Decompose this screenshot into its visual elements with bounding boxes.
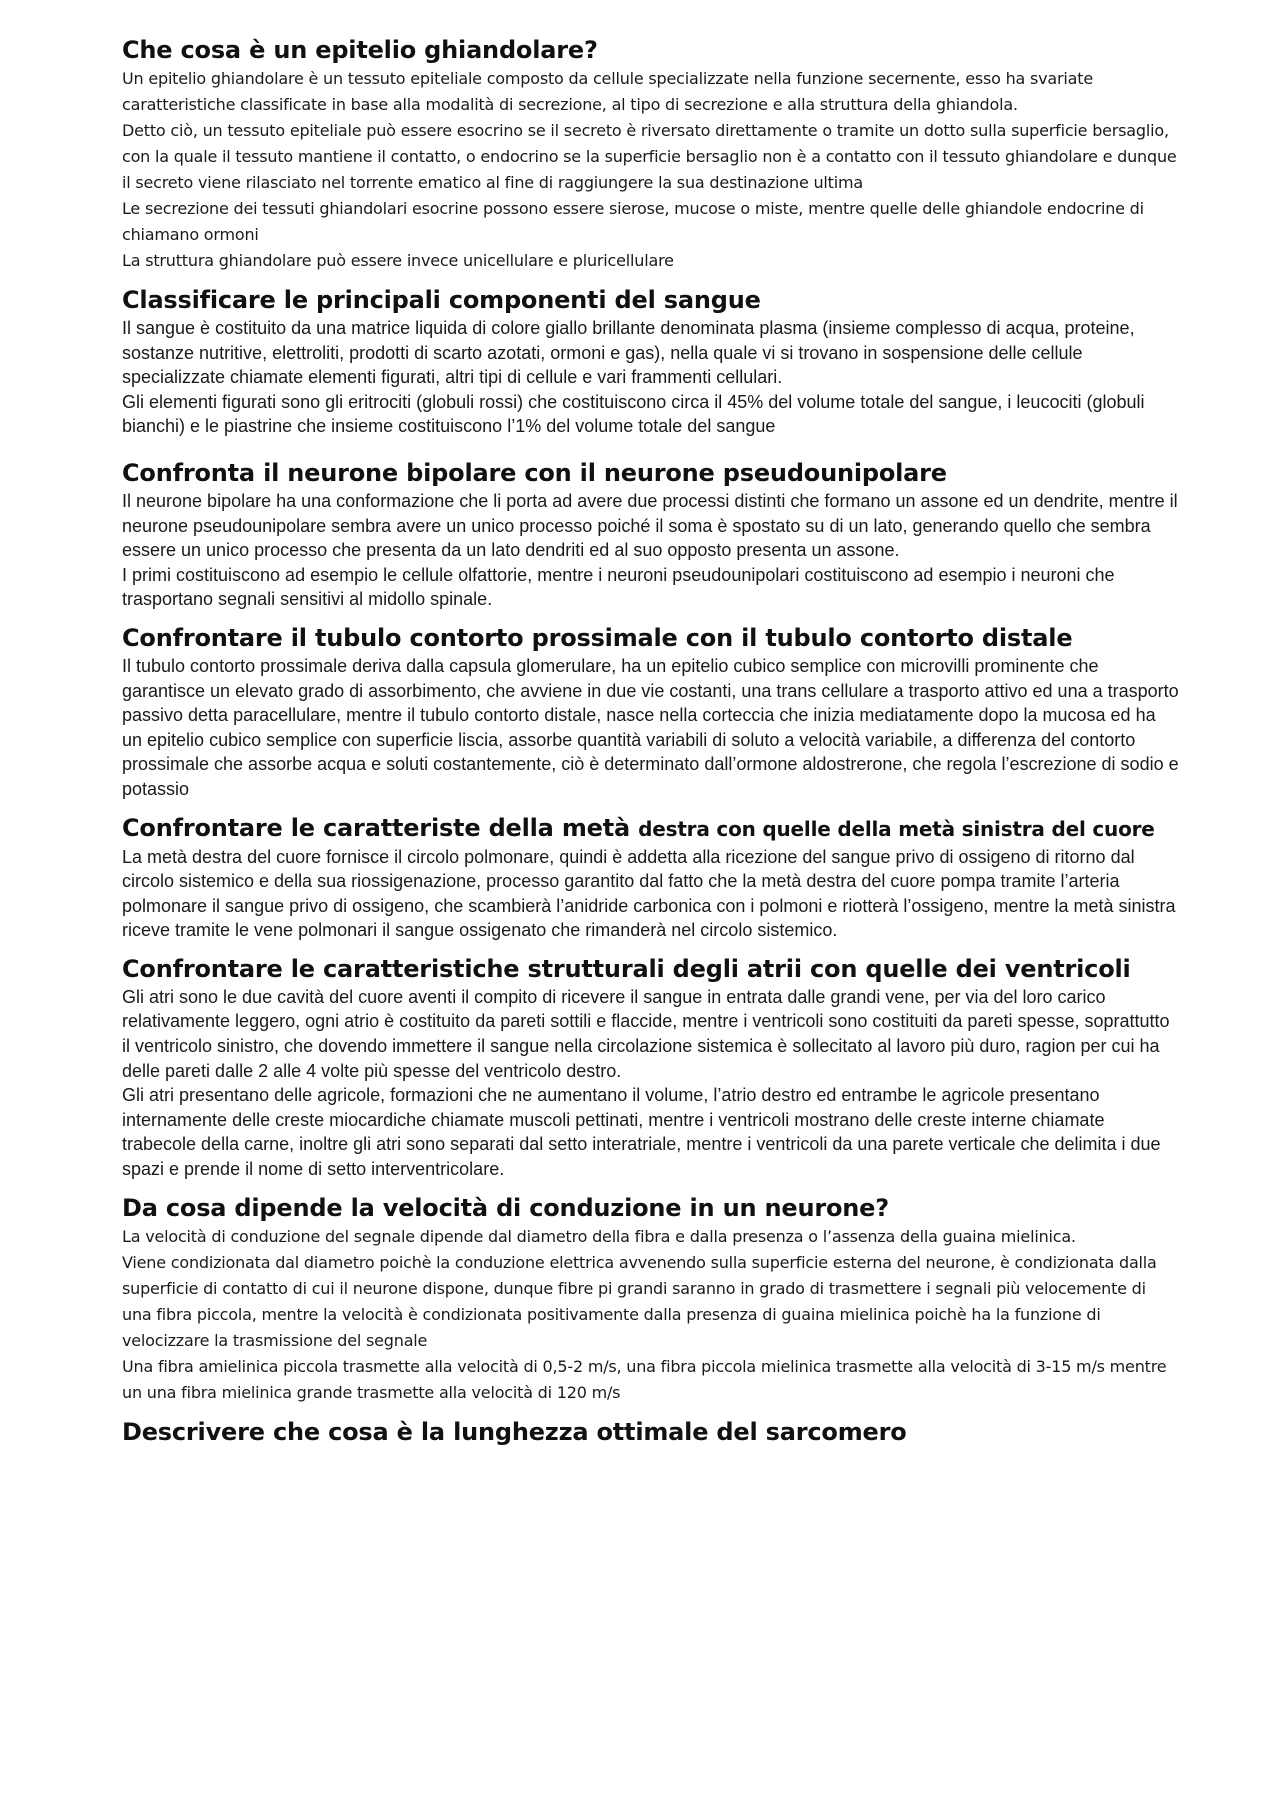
paragraph: Le secrezione dei tessuti ghiandolari esocrine possono essere sierose, mucose o miste, mentre quelle delle ghiandole endocrine di chiamano ormoni	[122, 199, 1144, 244]
section-epitelio-ghiandolare	[122, 34, 1180, 274]
paragraph: Una fibra amielinica piccola trasmette alla velocità di 0,5-2 m/s, una fibra piccola mielinica trasmette alla velocità di 3-15 m/s mentre un una fibra mielinica grande trasmette alla velocità di 120 m/s	[122, 1356, 1167, 1402]
paragraph: Gli elementi figurati sono gli eritrociti (globuli rossi) che costituiscono circa il 45% del volume totale del sangue, i leucociti (globuli bianchi) e le piastrine che insieme costituiscono l’1% del volume totale del sangue	[122, 391, 1145, 437]
section-sarcomero	[122, 1416, 1180, 1448]
section-heading: Da cosa dipende la velocità di conduzione in un neurone?	[122, 1193, 889, 1222]
section-heading: Classificare le principali componenti del sangue	[122, 286, 761, 314]
paragraph: Gli atri sono le due cavità del cuore aventi il compito di ricevere il sangue in entrata dalle grandi vene, per via del loro carico relativamente leggero, ogni atrio è costituito da pareti sottili e flaccide, mentre i ventricoli sono costituiti da pareti spesse, soprattutto il ventricolo sinistro, che dovendo immettere il sangue nella circolazione sistemica è sollecitato al lavoro più duro, ragion per cui ha delle pareti dalle 2 alle 4 volte più spesse del ventricolo destro.	[122, 986, 1170, 1081]
section-heading: Confrontare le caratteristiche strutturali degli atrii con quelle dei ventricoli	[122, 954, 1131, 983]
section-componenti-sangue	[122, 284, 1180, 439]
paragraph: I primi costituiscono ad esempio le cellule olfattorie, mentre i neuroni pseudounipolari costituiscono ad esempio i neuroni che trasportano segnali sensitivi al midollo spinale.	[122, 564, 1115, 610]
paragraph: La metà destra del cuore fornisce il circolo polmonare, quindi è addetta alla ricezione del sangue privo di ossigeno di ritorno dal circolo sistemico e della sua riossigenazione, processo garantito dal fatto che la metà destra del cuore pompa tramite l’arteria polmonare il sangue privo di ossigeno, che scambierà l’anidride carbonica con i polmoni e riotterà l’ossigeno, mentre la metà sinistra riceve tramite le vene polmonari il sangue ossigenato che rimanderà nel circolo sistemico.	[122, 846, 1176, 941]
paragraph: Il tubulo contorto prossimale deriva dalla capsula glomerulare, ha un epitelio cubico semplice con microvilli prominente che garantisce un elevato grado di assorbimento, che avviene in due vie costanti, una trans cellulare a trasporto attivo ed una a trasporto passivo detta paracellulare, mentre il tubulo contorto distale, nasce nella corteccia che inizia mediatamente dopo la mucosa ed ha un epitelio cubico semplice con superficie liscia, assorbe quantità variabili di soluto a velocità variabile, a differenza del contorto prossimale che assorbe acqua e soluti costantemente, ciò è determinato dall’ormone aldostrerone, che regola l’escrezione di sodio e potassio	[122, 655, 1179, 799]
section-heading: Che cosa è un epitelio ghiandolare?	[122, 36, 598, 64]
paragraph: Il sangue è costituito da una matrice liquida di colore giallo brillante denominata plasma (insieme complesso di acqua, proteine, sostanze nutritive, elettroliti, prodotti di scarto azotati, ormoni e gas), nella quale vi si trovano in sospensione delle cellule specializzate chiamate elementi figurati, altri tipi di cellule e vari frammenti cellulari.	[122, 318, 1135, 388]
document-page	[122, 34, 1180, 1448]
paragraph: La struttura ghiandolare può essere invece unicellulare e pluricellulare	[122, 251, 674, 270]
paragraph: Viene condizionata dal diametro poichè la conduzione elettrica avvenendo sulla superficie esterna del neurone, è condizionata dalla superficie di contatto di cui il neurone dispone, dunque fibre pi grandi saranno in grado di trasmettere i segnali più velocemente di una fibra piccola, mentre la velocità è condizionata positivamente dalla presenza di guaina mielinica poichè ha la funzione di velocizzare la trasmissione del segnale	[122, 1252, 1157, 1350]
section-tubulo-contorto	[122, 622, 1180, 802]
section-heading-rest: destra con quelle della metà sinistra del cuore	[638, 816, 1155, 841]
section-heading-main: Confrontare le caratteriste della metà	[122, 813, 630, 842]
paragraph: Gli atri presentano delle agricole, formazioni che ne aumentano il volume, l’atrio destro ed entrambe le agricole presentano internamente delle creste miocardiche chiamate muscoli pettinati, mentre i ventricoli mostrano delle creste interne chiamate trabecole della carne, inoltre gli atri sono separati dal setto interatriale, mentre i ventricoli da una parete verticale che delimita i due spazi e prende il nome di setto interventricolare.	[122, 1085, 1161, 1180]
section-heading: Confronta il neurone bipolare con il neurone pseudounipolare	[122, 458, 947, 487]
paragraph: Detto ciò, un tessuto epiteliale può essere esocrino se il secreto è riversato direttamente o tramite un dotto sulla superficie bersaglio, con la quale il tessuto mantiene il contatto, o endocrino se la superficie bersaglio non è a contatto con il tessuto ghiandolare e dunque il secreto viene rilasciato nel torrente ematico al fine di raggiungere la sua destinazione ultima	[122, 121, 1177, 192]
section-neurone-bipolare	[122, 457, 1180, 612]
section-atrii-ventricoli	[122, 953, 1180, 1182]
paragraph: Un epitelio ghiandolare è un tessuto epiteliale composto da cellule specializzate nella funzione secernente, esso ha svariate caratteristiche classificate in base alla modalità di secrezione, al tipo di secrezione e alla struttura della ghiandola.	[122, 69, 1093, 114]
section-heading: Confrontare il tubulo contorto prossimale con il tubulo contorto distale	[122, 623, 1073, 652]
paragraph: Il neurone bipolare ha una conformazione che li porta ad avere due processi distinti che formano un assone ed un dendrite, mentre il neurone pseudounipolare sembra avere un unico processo poiché il soma è spostato su di un lato, generando quello che sembra essere un unico processo che presenta da un lato dendriti ed al suo opposto presenta un assone.	[122, 490, 1178, 561]
section-heading	[122, 812, 1180, 845]
paragraph: La velocità di conduzione del segnale dipende dal diametro della fibra e dalla presenza o l’assenza della guaina mielinica.	[122, 1226, 1076, 1246]
section-velocita-conduzione	[122, 1192, 1180, 1406]
section-meta-cuore	[122, 812, 1180, 943]
section-heading: Descrivere che cosa è la lunghezza ottimale del sarcomero	[122, 1417, 907, 1446]
